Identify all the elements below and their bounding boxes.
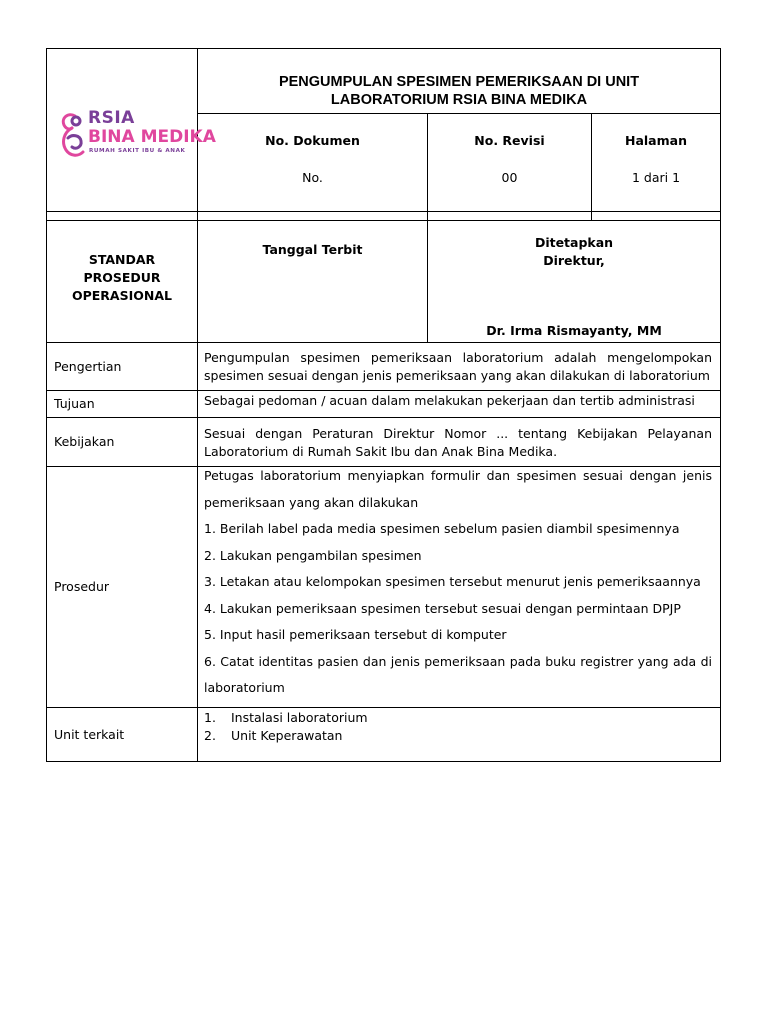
ditetapkan-label [428, 234, 720, 270]
list-item-text: Instalasi laboratorium [231, 710, 368, 725]
dokumen-label: No. Dokumen [265, 133, 360, 148]
halaman-value: 1 dari 1 [631, 170, 681, 185]
revisi-label: No. Revisi [474, 133, 545, 148]
prosedur-step: 6. Catat identitas pasien dan jenis pemeriksaan pada buku registrer yang ada di laboratorium [204, 653, 712, 695]
sop-line-2: PROSEDUR [83, 270, 161, 285]
list-item [204, 727, 712, 745]
kebijakan-text: Sesuai dengan Peraturan Direktur Nomor ... tentang Kebijakan Pelayanan Laboratorium di Rumah Sakit Ibu dan Anak Bina Medika. [204, 426, 712, 459]
sop-line-3: OPERASIONAL [71, 288, 172, 303]
halaman-label: Halaman [625, 133, 687, 148]
mother-child-logo-icon [58, 110, 88, 162]
prosedur-step: 5. Input hasil pemeriksaan tersebut di komputer [204, 627, 507, 642]
prosedur-label: Prosedur [54, 579, 110, 594]
logo-text-bina-medika: BINA MEDIKA [88, 127, 216, 147]
pengertian-label: Pengertian [54, 359, 122, 374]
title-line-1: PENGUMPULAN SPESIMEN PEMERIKSAAN DI UNIT [278, 74, 640, 90]
dokumen-value: No. [302, 170, 323, 185]
document-title [198, 73, 720, 109]
unit-terkait-list [204, 709, 712, 745]
kebijakan-label: Kebijakan [54, 434, 115, 449]
tujuan-label: Tujuan [54, 396, 95, 411]
prosedur-body [204, 463, 712, 702]
tujuan-text: Sebagai pedoman / acuan dalam melakukan pekerjaan dan tertib administrasi [204, 393, 695, 408]
list-item [204, 709, 712, 727]
pengertian-text: Pengumpulan spesimen pemeriksaan laboratorium adalah mengelompokan spesimen sesuai dengan jenis pemeriksaan yang akan dilakukan di laboratorium [204, 350, 712, 383]
sop-label [47, 251, 197, 305]
unit-terkait-label: Unit terkait [54, 727, 125, 742]
signatory-name: Dr. Irma Rismayanty, MM [486, 323, 662, 338]
logo-text-rsia: RSIA [88, 108, 135, 128]
hospital-logo [58, 108, 216, 164]
tanggal-terbit-label: Tanggal Terbit [262, 242, 363, 257]
prosedur-step: 1. Berilah label pada media spesimen sebelum pasien diambil spesimennya [204, 521, 680, 536]
logo-text-subtitle: RUMAH SAKIT IBU & ANAK [89, 148, 186, 154]
revisi-value: 00 [501, 170, 518, 185]
list-item-number: 2. [204, 728, 216, 743]
title-line-2: LABORATORIUM RSIA BINA MEDIKA [330, 92, 588, 108]
sop-line-1: STANDAR [88, 252, 156, 267]
prosedur-intro: Petugas laboratorium menyiapkan formulir dan spesimen sesuai dengan jenis pemeriksaan yang akan dilakukan [204, 468, 712, 510]
list-item-number: 1. [204, 710, 216, 725]
ditetapkan-text: Ditetapkan [534, 235, 614, 250]
prosedur-step: 3. Letakan atau kelompokan spesimen tersebut menurut jenis pemeriksaannya [204, 574, 701, 589]
prosedur-step: 4. Lakukan pemeriksaan spesimen tersebut sesuai dengan permintaan DPJP [204, 600, 681, 616]
direktur-text: Direktur, [543, 253, 605, 268]
prosedur-step: 2. Lakukan pengambilan spesimen [204, 547, 422, 563]
list-item-text: Unit Keperawatan [231, 728, 343, 743]
